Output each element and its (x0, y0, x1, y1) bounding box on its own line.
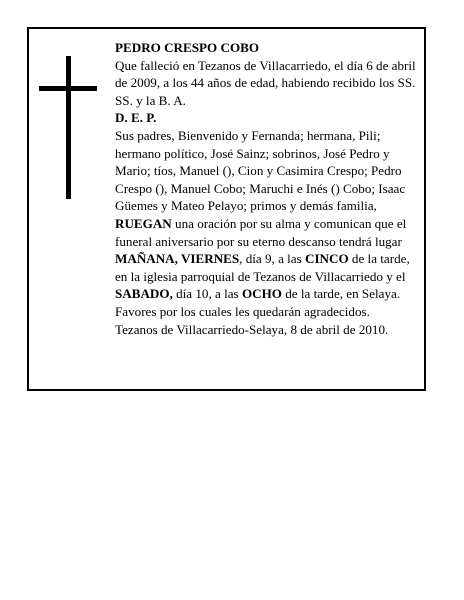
time-label-2: OCHO (241, 286, 282, 302)
day-label: MAÑANA, VIERNES (115, 251, 240, 267)
notice-text (115, 39, 421, 338)
time-label: CINCO (305, 251, 349, 267)
place-date: Tezanos de Villacarriedo-Selaya, 8 de abril de 2010. (115, 321, 389, 337)
family-list: Sus padres, Bienvenido y Fernanda; hermana, Pili; hermano político, José Sainz; sobrinos, José Pedro y Mario; tíos, Manuel (), Cion y Casimira Crespo; Pedro Crespo (), Manuel Cobo; Maruchi e Inés () Cobo; Isaac Güemes y Mateo Pelayo; primos y demás familia, (115, 127, 406, 214)
death-info: Que falleció en Tezanos de Villacarriedo, el día 6 de abril de 2009, a los 44 años de edad, habiendo recibido los SS. SS. y la B. A. (115, 57, 416, 108)
day-label-2: SABADO, (115, 286, 173, 302)
cross-icon (39, 56, 97, 199)
ruegan-label: RUEGAN (115, 215, 172, 231)
deceased-name: PEDRO CRESPO COBO (115, 40, 260, 55)
obituary-notice (27, 27, 426, 391)
rest-in-peace: D. E. P. (115, 110, 157, 126)
funeral-request: RUEGAN una oración por su alma y comunican que el funeral aniversario por su eterno descanso tendrá lugar MAÑANA, VIERNES, día 9, a las CINCO de la tarde, en la iglesia parroquial de Tezanos de Villacarriedo y el SABADO, día 10, a las OCHO de la tarde, en Selaya. Favores por los cuales les quedarán agradecidos. (115, 215, 410, 319)
